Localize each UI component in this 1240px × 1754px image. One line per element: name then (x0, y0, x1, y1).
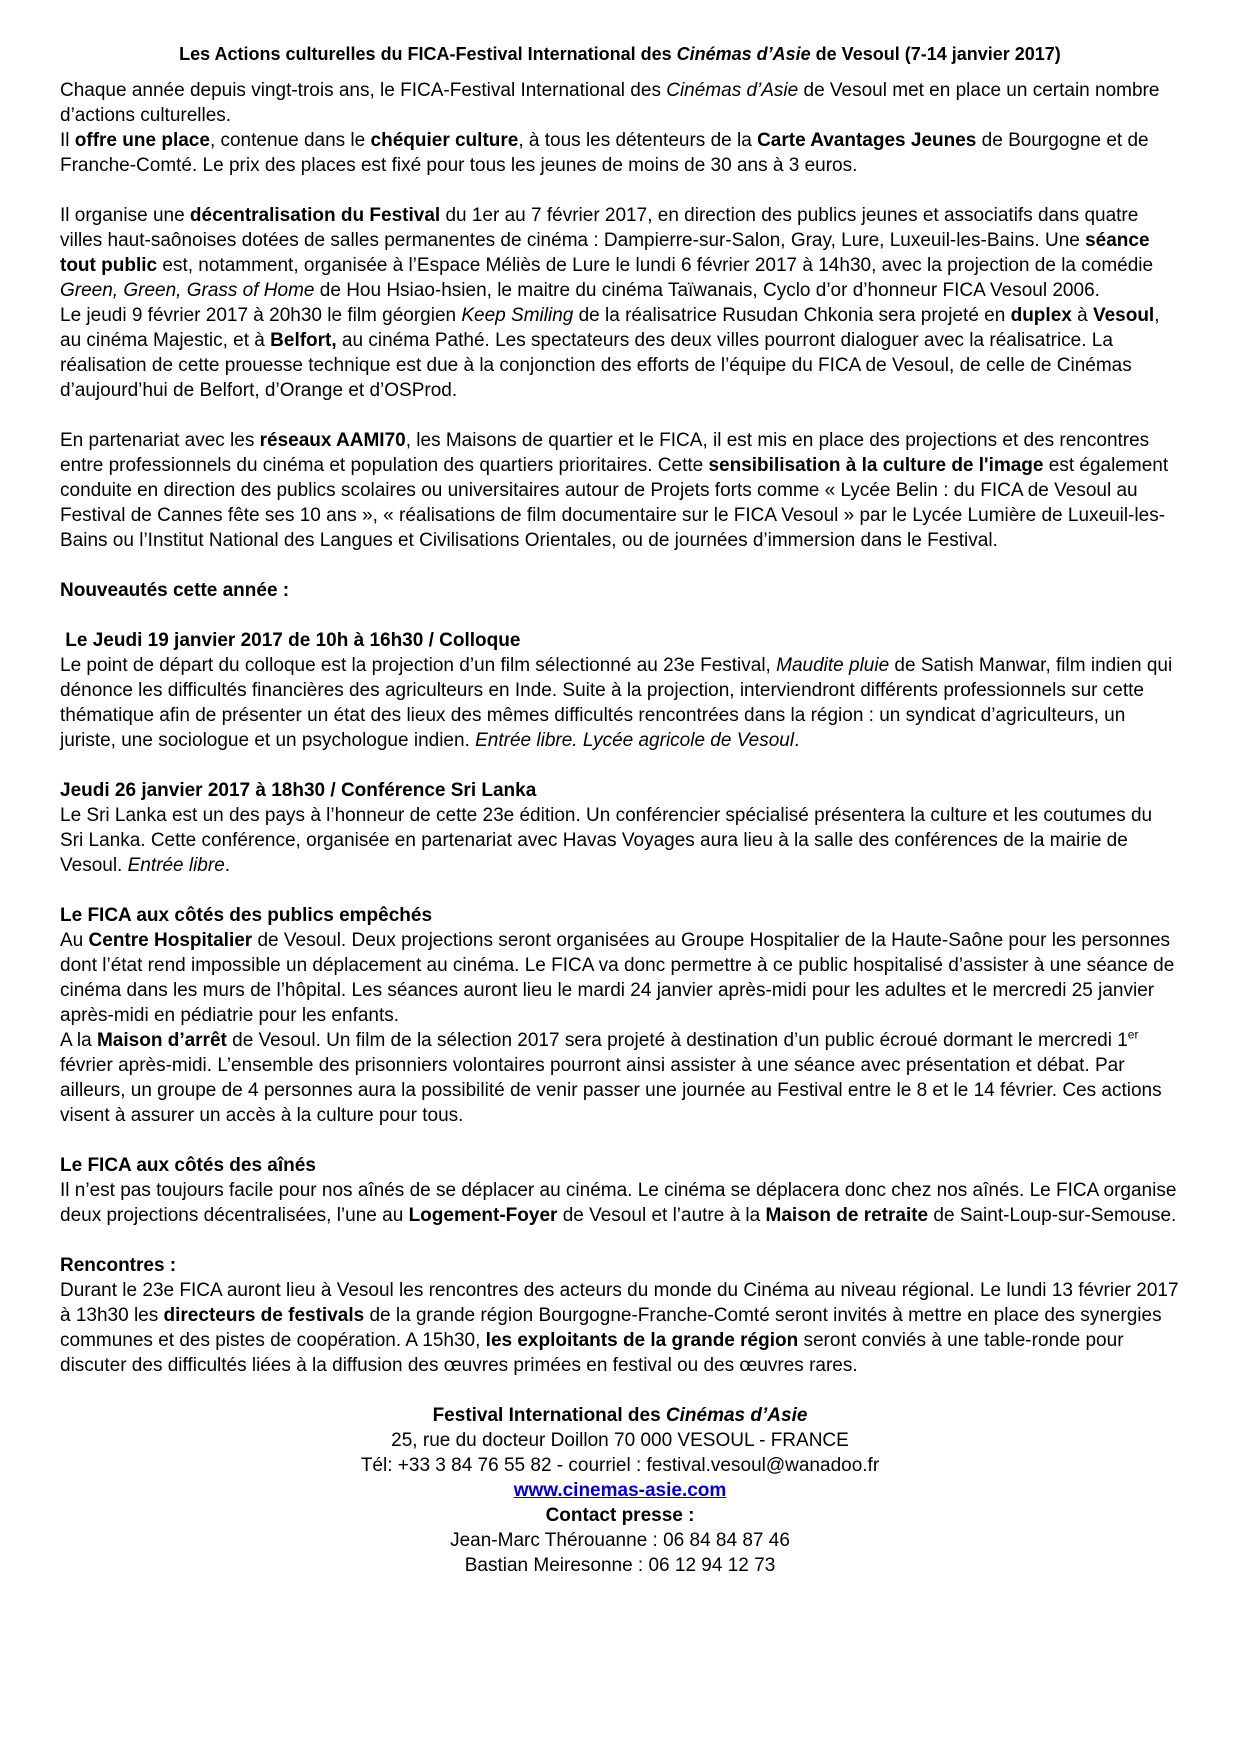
text: , les Maisons de quartier et le FICA, il est mis en place des projections et des rencontres entre professionnels du cinéma et population des quartiers prioritaires. Cette (60, 430, 1150, 476)
srilanka-heading: Jeudi 26 janvier 2017 à 18h30 / Conférence Sri Lanka (60, 780, 537, 801)
intro-paragraph (60, 78, 1180, 128)
text: Durant le 23e FICA auront lieu à Vesoul les rencontres des acteurs du monde du Cinéma au niveau régional. Le lundi 13 février 2017 à 13h30 les (60, 1280, 1179, 1326)
text-bold: chéquier culture (370, 130, 519, 151)
text: est également conduite en direction des publics scolaires ou universitaires autour de Projets forts comme « Lycée Belin : du FICA de Vesoul au Festival de Cannes fête ses 10 ans », « réalisations de film documentaire sur le FICA Vesoul » par le Lycée Lumière de Luxeuil-les-Bains ou l’Institut National des Langues et Civilisations Orientales, ou de journées d’immersion dans le Festival. (60, 455, 1169, 551)
text: Il organise une (60, 205, 190, 226)
text: du 1er au 7 février 2017, en direction des publics jeunes et associatifs dans quatre villes haut-saônoises dotées de salles permanentes de cinéma : Dampierre-sur-Salon, Gray, Lure, Luxeuil-les-Bains. Une (60, 205, 1139, 251)
text: Il (60, 130, 75, 151)
spacer (60, 1228, 1180, 1253)
text: de la grande région Bourgogne-Franche-Comté seront invités à mettre en place des synergies communes et des pistes de coopération. A 15h30, (60, 1305, 1162, 1351)
spacer (60, 553, 1180, 578)
text: , contenue dans le (209, 130, 371, 151)
hospital-paragraph (60, 928, 1180, 1028)
text: de Satish Manwar, film indien qui dénonce les difficultés financières des agriculteurs en Inde. Suite à la projection, interviendront différents professionnels sur cette thématique afin de présenter un état des lieux des mêmes difficultés rencontrées dans la région : un syndicat d’agriculteurs, un juriste, une sociologue et un psychologue indien. (60, 655, 1173, 751)
rencontres-heading: Rencontres : (60, 1255, 177, 1276)
text: A la (60, 1030, 97, 1051)
text-bold: Maison d’arrêt (96, 1030, 227, 1051)
text: . (224, 855, 231, 876)
text: de Bourgogne et de Franche-Comté. (60, 130, 1149, 176)
text-bold: Logement-Foyer (408, 1205, 558, 1226)
phone-email: Tél: +33 3 84 76 55 82 - courriel : festival.vesoul@wanadoo.fr (360, 1455, 880, 1476)
text: Il n’est pas toujours facile pour nos aînés de se déplacer au cinéma. Le cinéma se déplacera donc chez nos aînés. Le FICA organise deux projections décentralisées, l’une au (60, 1180, 1177, 1226)
text-italic: Maudite pluie (776, 655, 890, 676)
text: , au cinéma Majestic, et à (60, 305, 1160, 351)
text-bold: sensibilisation à la culture de l'image (708, 455, 1044, 476)
text: de Vesoul. Un film de la sélection 2017 sera projeté à destination d’un public écroué dormant le mercredi 1 (226, 1030, 1128, 1051)
document-title (60, 42, 1180, 66)
decentralisation-paragraph (60, 203, 1180, 303)
text: à (1071, 305, 1093, 326)
spacer (60, 1128, 1180, 1153)
partnership-paragraph (60, 428, 1180, 553)
text-bold: séance tout public (60, 230, 1150, 276)
text: est, notamment, organisée à l’Espace Méliès de Lure le lundi 6 février 2017 à 14h30, avec la projection de la comédie (157, 255, 1154, 276)
text-bold: réseaux AAMI70 (259, 430, 406, 451)
title-part: de Vesoul (7-14 janvier 2017) (810, 44, 1061, 64)
text-italic: Cinémas d’Asie (666, 80, 799, 101)
text-italic: Entrée libre. Lycée agricole de Vesoul (475, 730, 795, 751)
text: de Vesoul met en place un certain nombre d’actions culturelles. (60, 80, 1160, 126)
text: Le prix des places est fixé pour tous les jeunes de moins de 30 ans à 3 euros. (202, 155, 858, 176)
text: de Hou Hsiao-hsien, le maitre du cinéma Taïwanais, Cyclo d’or d’honneur FICA Vesoul 2006. (314, 280, 1100, 301)
text-italic: Green, Green, Grass of Home (60, 280, 315, 301)
organisation-name (60, 1403, 1180, 1428)
text-bold: Carte Avantages Jeunes (757, 130, 977, 151)
text-bold: les exploitants de la grande région (485, 1330, 799, 1351)
text-bold: Belfort, (270, 330, 337, 351)
nouveautes-heading: Nouveautés cette année : (60, 580, 290, 601)
address: 25, rue du docteur Doillon 70 000 VESOUL - FRANCE (391, 1430, 849, 1451)
text-bold: directeurs de festivals (163, 1305, 365, 1326)
colloque-heading: Le Jeudi 19 janvier 2017 de 10h à 16h30 / Colloque (60, 630, 521, 651)
text: . (794, 730, 800, 751)
text: , à tous les détenteurs de la (518, 130, 758, 151)
aines-paragraph (60, 1178, 1180, 1228)
text: au cinéma Pathé. Les spectateurs des deux villes pourront dialoguer avec la réalisatrice. La réalisation de cette prouesse technique est due à la conjonction des efforts de l’équipe du FICA de Vesoul, de celle de Cinémas d’aujourd’hui de Belfort, d’Orange et d’OSProd. (60, 330, 1132, 401)
website-link[interactable]: www.cinemas-asie.com (513, 1480, 727, 1501)
text: de Saint-Loup-sur-Semouse. (928, 1205, 1177, 1226)
text-bold: duplex (1010, 305, 1072, 326)
duplex-paragraph (60, 303, 1180, 403)
text: Au (60, 930, 89, 951)
text: Le jeudi 9 février 2017 à 20h30 le film géorgien (60, 305, 462, 326)
spacer (60, 753, 1180, 778)
text-bold: Centre Hospitalier (88, 930, 253, 951)
srilanka-paragraph (60, 803, 1180, 878)
rencontres-paragraph (60, 1278, 1180, 1378)
text-bold: Vesoul (1092, 305, 1155, 326)
text-bold: offre une place (74, 130, 210, 151)
text-italic: Entrée libre (127, 855, 225, 876)
spacer (60, 178, 1180, 203)
press-contact-2: Bastian Meiresonne : 06 12 94 12 73 (464, 1555, 776, 1576)
text-bold: décentralisation du Festival (189, 205, 441, 226)
text: février après-midi. L’ensemble des prisonniers volontaires pourront ainsi assister à une séance avec présentation et débat. Par ailleurs, un groupe de 4 personnes aura la possibilité de venir passer une journée au Festival entre le 8 et le 14 février. Ces actions visent à assurer un accès à la culture pour tous. (60, 1055, 1162, 1126)
spacer (60, 603, 1180, 628)
offer-paragraph (60, 128, 1180, 178)
spacer (60, 403, 1180, 428)
title-italic: Cinémas d’Asie (676, 44, 811, 64)
empeches-heading: Le FICA aux côtés des publics empêchés (60, 905, 433, 926)
text: de la réalisatrice Rusudan Chkonia sera projeté en (573, 305, 1011, 326)
text-italic: Keep Smiling (461, 305, 574, 326)
text-bold: Maison de retraite (765, 1205, 929, 1226)
text-italic: Cinémas d’Asie (665, 1405, 808, 1426)
text: de Vesoul et l’autre à la (557, 1205, 766, 1226)
spacer (60, 878, 1180, 903)
prison-paragraph (60, 1028, 1180, 1128)
press-contact-1: Jean-Marc Thérouanne : 06 84 84 87 46 (450, 1530, 790, 1551)
text: seront conviés à une table-ronde pour discuter des difficultés liées à la diffusion des œuvres primées en festival ou des œuvres rares. (60, 1330, 1124, 1376)
text: Le point de départ du colloque est la projection d’un film sélectionné au 23e Festival, (60, 655, 777, 676)
press-contact-heading: Contact presse : (545, 1505, 695, 1526)
text: Chaque année depuis vingt-trois ans, le FICA-Festival International des (60, 80, 667, 101)
text: de Vesoul. Deux projections seront organisées au Groupe Hospitalier de la Haute-Saône pour les personnes dont l’état rend impossible un déplacement au cinéma. Le FICA va donc permettre à ce public hospitalisé d’assister à une séance de cinéma dans les murs de l’hôpital. Les séances auront lieu le mardi 24 janvier après-midi pour les adultes et le mercredi 25 janvier après-midi en pédiatrie pour les enfants. (60, 930, 1175, 1026)
superscript: er (1127, 1027, 1139, 1042)
document-page (60, 42, 1180, 1578)
contact-footer (60, 1403, 1180, 1578)
text: Le Sri Lanka est un des pays à l’honneur de cette 23e édition. Un conférencier spécialisé présentera la culture et les coutumes du Sri Lanka. Cette conférence, organisée en partenariat avec Havas Voyages aura lieu à la salle des conférences de la mairie de Vesoul. (60, 805, 1153, 876)
text: Festival International des (432, 1405, 666, 1426)
colloque-paragraph (60, 653, 1180, 753)
text: En partenariat avec les (60, 430, 260, 451)
title-part: Les Actions culturelles du FICA-Festival International des (179, 44, 677, 64)
aines-heading: Le FICA aux côtés des aînés (60, 1155, 316, 1176)
